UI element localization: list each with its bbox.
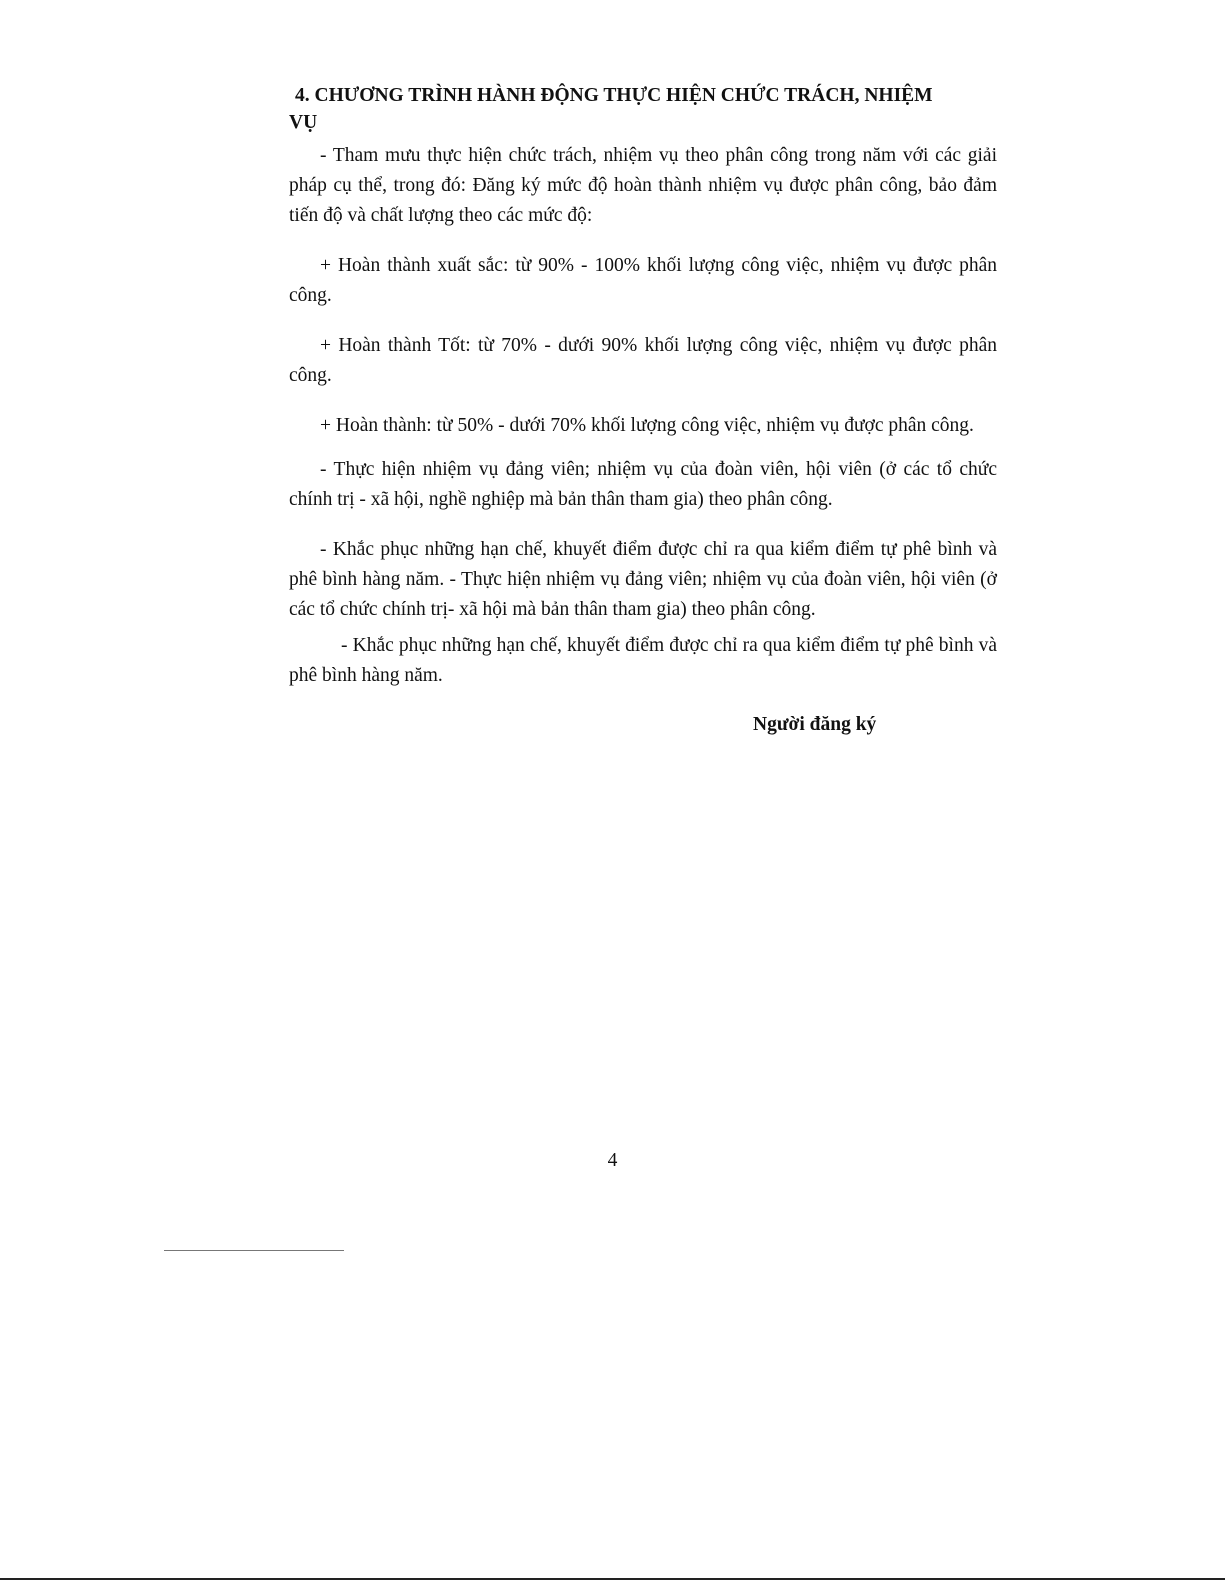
page-bottom-border <box>0 1578 1225 1580</box>
section-heading-line-1: 4. CHƯƠNG TRÌNH HÀNH ĐỘNG THỰC HIỆN CHỨC TRÁCH, NHIỆM <box>295 85 933 106</box>
paragraph-remedy: - Khắc phục những hạn chế, khuyết điểm được chỉ ra qua kiểm điểm tự phê bình và phê bình hàng năm. <box>289 635 997 686</box>
section-heading <box>289 82 997 136</box>
document-body <box>289 82 997 691</box>
paragraph-remedy-and-duties: - Khắc phục những hạn chế, khuyết điểm được chỉ ra qua kiểm điểm tự phê bình và phê bình hàng năm. - Thực hiện nhiệm vụ đảng viên; nhiệm vụ của đoàn viên, hội viên (ở các tổ chức chính trị- xã hội mà bản thân tham gia) theo phân công. <box>289 539 997 620</box>
paragraph-level-complete: + Hoàn thành: từ 50% - dưới 70% khối lượng công việc, nhiệm vụ được phân công. <box>320 415 974 436</box>
paragraph-level-good: + Hoàn thành Tốt: từ 70% - dưới 90% khối lượng công việc, nhiệm vụ được phân công. <box>289 335 997 386</box>
paragraph-party-duties: - Thực hiện nhiệm vụ đảng viên; nhiệm vụ của đoàn viên, hội viên (ở các tổ chức chính trị - xã hội, nghề nghiệp mà bản thân tham gia) theo phân công. <box>289 459 997 510</box>
paragraph-level-excellent: + Hoàn thành xuất sắc: từ 90% - 100% khối lượng công việc, nhiệm vụ được phân công. <box>289 255 997 306</box>
page-number: 4 <box>607 1150 618 1171</box>
signature-label: Người đăng ký <box>753 714 877 735</box>
section-heading-line-2: VỤ <box>289 112 318 133</box>
footnote-divider <box>164 1250 344 1251</box>
paragraph-intro: - Tham mưu thực hiện chức trách, nhiệm vụ theo phân công trong năm với các giải pháp cụ thể, trong đó: Đăng ký mức độ hoàn thành nhiệm vụ được phân công, bảo đảm tiến độ và chất lượng theo các mức độ: <box>289 145 997 226</box>
